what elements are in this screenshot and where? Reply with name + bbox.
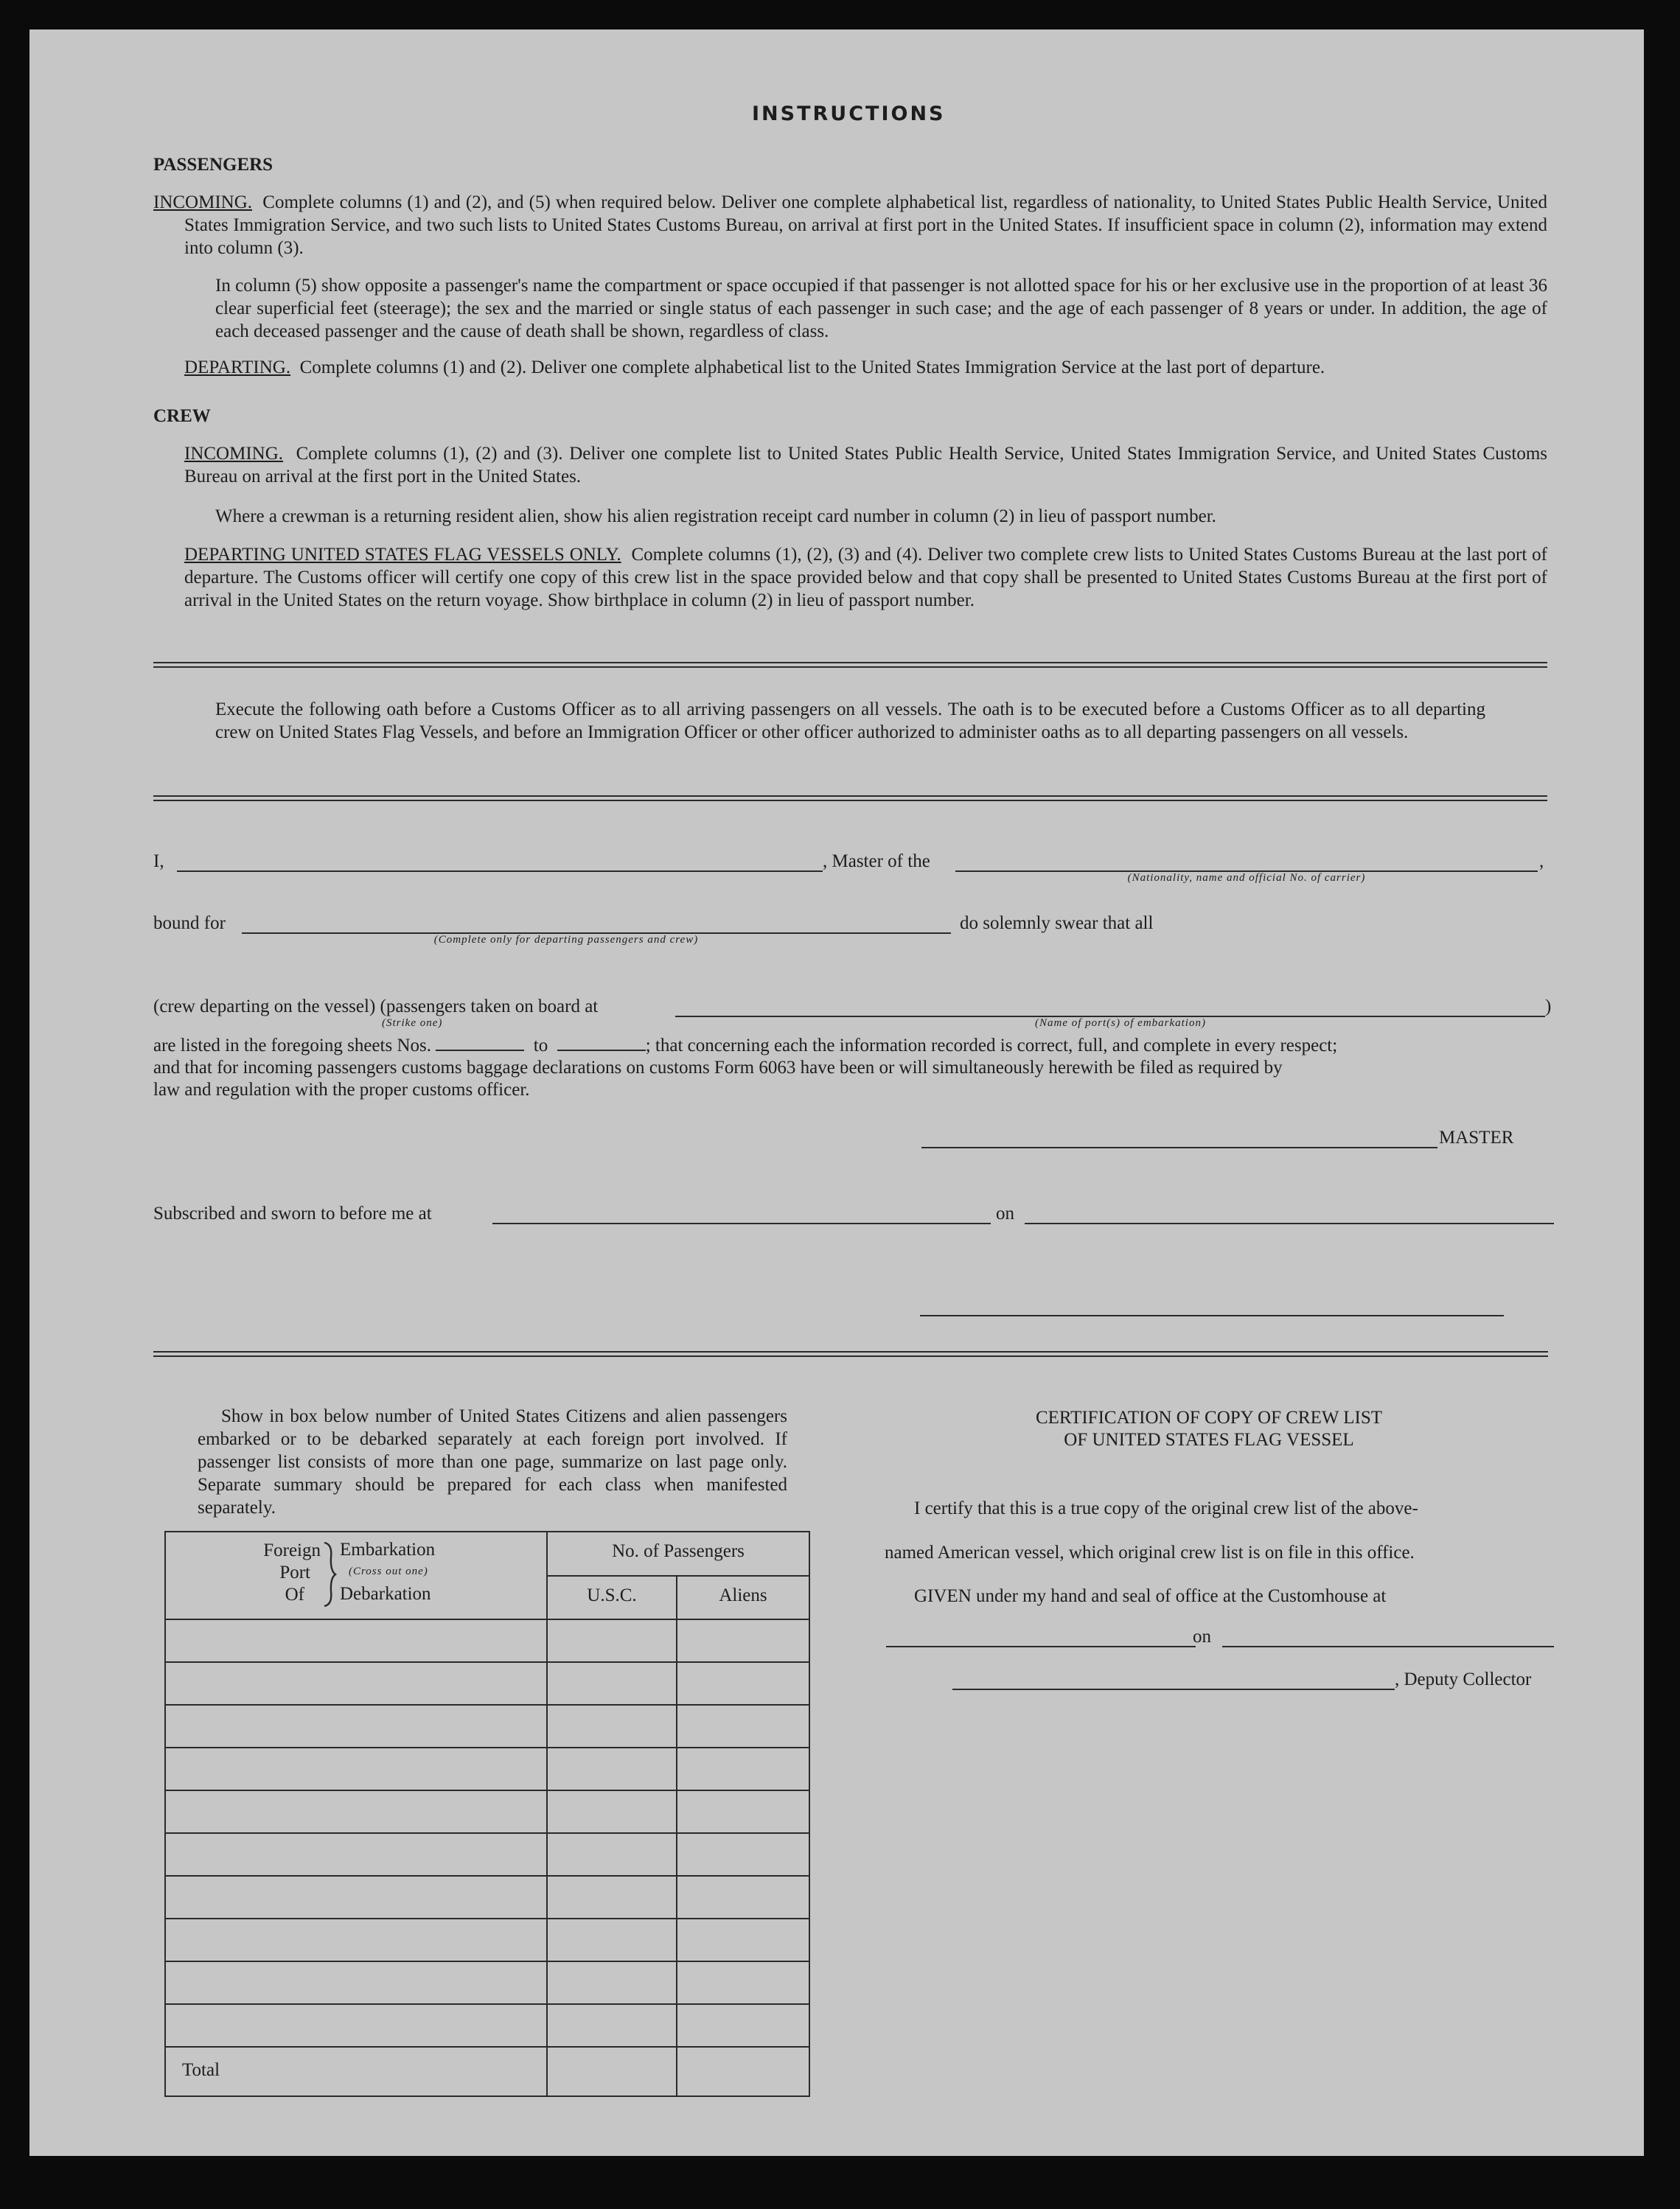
table-row-line (166, 2046, 809, 2048)
summary-instruction: Show in box below number of United States Citizens and alien passengers embarked or to be debarked separately at each foreign port involved. If passenger list consists of more than one page, summarize on last page only. Separate summary should be prepared for each class when manifested separately. (198, 1406, 787, 1518)
listed-line-1 (153, 1036, 1337, 1056)
crew-crewman-paragraph: Where a crewman is a returning resident alien, show his alien registration receipt card number in column (2) in lieu of passport number. (215, 506, 1216, 526)
crew-departing-paragraph (184, 543, 1547, 612)
table-row-line (166, 1704, 809, 1706)
table-row-line (166, 2003, 809, 2005)
carrier-note: (Nationality, name and official No. of carrier) (1127, 872, 1366, 884)
table-row-line (166, 1661, 809, 1663)
sheet-from-field[interactable] (436, 1050, 524, 1051)
passengers-departing-text: Complete columns (1) and (2). Deliver one complete alphabetical list to the United States Immigration Service at the last port of departure. (299, 357, 1325, 377)
foreign-port-of-label (240, 1540, 321, 1606)
certification-line-1: I certify that this is a true copy of the original crew list of the above- (914, 1498, 1418, 1518)
subscribed-on-label: on (996, 1204, 1014, 1224)
passengers-incoming-paragraph (153, 191, 1547, 259)
table-row-line (166, 1832, 809, 1834)
crew-incoming-text: Complete columns (1), (2) and (3). Deliver one complete list to United States Public Health Service, United States Immigration Service, and United States Customs Bureau on arrival at the first port in the United States. (184, 444, 1548, 486)
master-name-field[interactable] (177, 870, 823, 872)
subscribed-place-field[interactable] (492, 1223, 991, 1224)
oath-i-label: I, (153, 851, 164, 871)
bound-for-note: (Complete only for departing passengers and crew) (433, 934, 699, 946)
port-label: Port (279, 1563, 310, 1582)
listed-line-4: law and regulation with the proper customs officer. (153, 1080, 530, 1100)
deputy-collector-label: , Deputy Collector (1395, 1669, 1532, 1689)
to-label: to (533, 1036, 548, 1055)
subscribed-label: Subscribed and sworn to before me at (153, 1204, 432, 1224)
master-signature-field[interactable] (921, 1147, 1437, 1148)
table-header-bottom (166, 1619, 809, 1620)
customhouse-field[interactable] (886, 1646, 1196, 1647)
table-row-line (166, 1961, 809, 1962)
table-row-line (166, 1918, 809, 1919)
foreign-label: Foreign (263, 1540, 321, 1560)
listed-line-3: and that for incoming passengers customs baggage declarations on customs Form 6063 have been or will simultaneously herewith be filed as required by (153, 1058, 1283, 1078)
debarkation-label: Debarkation (340, 1584, 431, 1604)
cross-out-note: (Cross out one) (349, 1566, 428, 1577)
close-paren: ) (1545, 997, 1552, 1016)
crew-incoming-label: INCOMING. (184, 444, 284, 464)
crew-departing-label: DEPARTING UNITED STATES FLAG VESSELS ONLY. (184, 545, 621, 565)
table-row-line (166, 1790, 809, 1791)
certification-date-field[interactable] (1222, 1646, 1554, 1647)
table-col-divider (676, 1575, 677, 2095)
passengers-incoming-text: Complete columns (1) and (2), and (5) when required below. Deliver one complete alphabetical list, regardless of nationality, to United States Public Health Service, United States Immigration Service, and two such lists to United States Customs Bureau, on arrival at first port in the United States. If insufficient space in column (2), information may extend into column (3). (184, 192, 1547, 258)
certification-title-2: OF UNITED STATES FLAG VESSEL (1064, 1430, 1354, 1450)
no-of-passengers-header: No. of Passengers (612, 1541, 745, 1561)
officer-signature-field[interactable] (920, 1315, 1504, 1316)
crew-heading: CREW (153, 406, 211, 426)
certification-title-1: CERTIFICATION OF COPY OF CREW LIST (1035, 1408, 1383, 1428)
passengers-departing-paragraph (184, 356, 1547, 379)
crew-departing-label: (crew departing on the vessel) (passengers taken on board at (153, 997, 599, 1016)
strike-note: (Strike one) (382, 1017, 443, 1029)
oath-instruction-paragraph: Execute the following oath before a Customs Officer as to all arriving passengers on all vessels. The oath is to be executed before a Customs Officer as to all departing crew on United States Flag Vessels, and before an Immigration Officer or other officer authorized to administer oaths as to all departing passengers on all vessels. (215, 699, 1485, 742)
port-note: (Name of port(s) of embarkation) (1035, 1017, 1206, 1029)
section-divider (153, 662, 1547, 668)
passengers-incoming-label: INCOMING. (153, 192, 253, 212)
sheet-to-field[interactable] (557, 1050, 646, 1051)
certification-line-3: GIVEN under my hand and seal of office at the Customhouse at (914, 1586, 1387, 1606)
comma-label: , (1539, 851, 1544, 871)
brace-icon (322, 1541, 338, 1608)
crew-departing-text: Complete columns (1), (2), (3) and (4). Deliver two complete crew lists to United States Customs Bureau at the last port of departure. The Customs officer will certify one copy of this crew list in the space provided below and that copy shall be presented to United States Customs Bureau at the first port of arrival in the United States on the return voyage. Show birthplace in column (2) in lieu of passport number. (184, 545, 1548, 610)
form-page (29, 29, 1644, 2156)
total-label: Total (182, 2060, 220, 2080)
master-of-label: , Master of the (823, 851, 930, 871)
section-divider (153, 1351, 1548, 1357)
table-header-divider (546, 1575, 809, 1577)
passengers-column5-paragraph: In column (5) show opposite a passenger's name the compartment or space occupied if that passenger is not allotted space for his or her exclusive use in the proportion of at least 36 clear superficial feet (steerage); the sex and the married or single status of each passenger in such case; and the age of each passenger of 8 years or under. In addition, the age of each deceased passenger and the cause of death shall be shown, regardless of class. (215, 276, 1547, 341)
table-row-line (166, 1875, 809, 1877)
section-divider (153, 795, 1547, 801)
passengers-departing-label: DEPARTING. (184, 357, 291, 377)
page-title: INSTRUCTIONS (752, 102, 946, 125)
passengers-heading: PASSENGERS (153, 155, 273, 175)
aliens-header: Aliens (719, 1585, 767, 1605)
table-col-divider (546, 1532, 548, 2095)
certification-on-label: on (1193, 1627, 1211, 1647)
swear-label: do solemnly swear that all (960, 913, 1154, 933)
embarkation-label: Embarkation (340, 1540, 436, 1560)
listed-statement: ; that concerning each the information recorded is correct, full, and complete in every respect; (645, 1036, 1338, 1055)
of-label: Of (285, 1585, 304, 1605)
table-row-line (166, 1747, 809, 1748)
bound-for-label: bound for (153, 913, 226, 933)
listed-sheets-label: are listed in the foregoing sheets Nos. (153, 1036, 431, 1055)
usc-header: U.S.C. (587, 1585, 637, 1605)
passenger-summary-table (164, 1531, 810, 2097)
certification-line-2: named American vessel, which original crew list is on file in this office. (885, 1543, 1415, 1563)
master-label: MASTER (1439, 1128, 1514, 1148)
subscribed-date-field[interactable] (1025, 1223, 1554, 1224)
crew-incoming-paragraph (184, 442, 1547, 488)
deputy-collector-signature-field[interactable] (952, 1689, 1395, 1690)
